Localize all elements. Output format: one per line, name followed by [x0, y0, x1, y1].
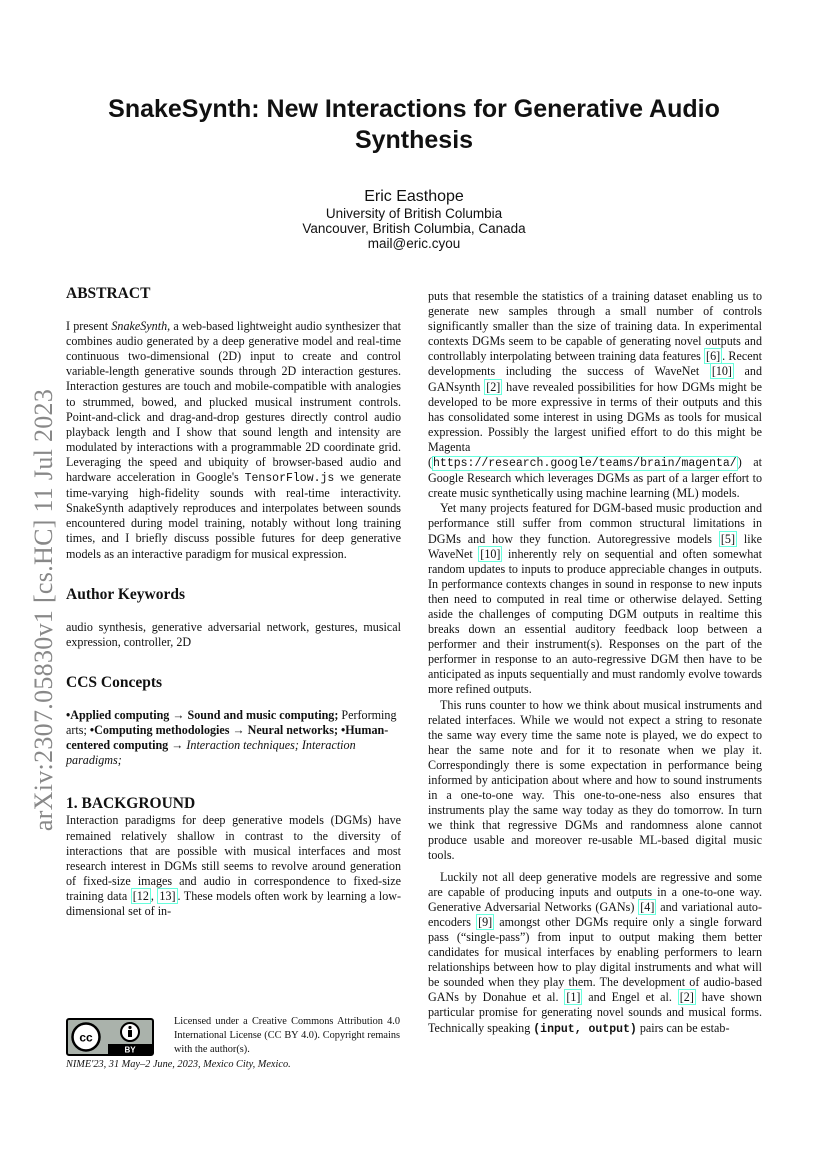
magenta-url-link[interactable]: https://research.google/teams/brain/magenta/ — [433, 457, 737, 471]
citation-link[interactable]: [1] — [566, 990, 581, 1005]
arxiv-stamp — [20, 370, 68, 850]
abstract-heading: ABSTRACT — [66, 285, 151, 302]
cc-by-label: BY — [124, 1045, 136, 1054]
background-heading: 1. BACKGROUND — [66, 795, 196, 813]
cc-by-badge[interactable] — [66, 1018, 154, 1056]
license-text: Licensed under a Creative Commons Attribution 4.0 International License (CC BY 4.0). Copyright remains with the author(s). — [174, 1016, 400, 1055]
paragraph: This runs counter to how we think about musical instruments and related interfaces. While we would not expect a string to resonate the same way every time the same note is played, we do expect to hear the same note and for it to resonate when we play it. Correspondingly there is some expectation in performance being informed by anticipation about where and how to sound instruments in a one-to-one way. This one-to-one-ness also ensures that instruments play the same way today as they do tomorrow. In turn we think that regressive DGMs and randomness alone cannot produce usable and moreover re-usable ML-based digital music tools. — [428, 697, 762, 863]
citation-link[interactable]: [12 — [132, 888, 149, 903]
background-body: Interaction paradigms for deep generative models (DGMs) have remained relatively shallow in contrast to the diversity of interactions that are possible with musical interfaces and most research interest in DGMs still seems to revolve around generation of fixed-size images and audio in correspondence to fixed-size training data [12 , 13] . These models often work by learning a low-dimensional set of in- — [66, 813, 402, 918]
paragraph: Luckily not all deep generative models are regressive and some are capable of producing inputs and outputs in a one-to-one way. Generative Adversarial Networks (GANs) [4] and variational auto-encoders [9] amongst other DGMs require only a single forward pass (“single-pass”) from input to output making them better candidates for musical interfaces by enabling performers to learn relationships between how to play digital instruments and what will be sounded when they play them. The development of audio-based GANs by Donahue et al. [1] and Engel et al. [2] have shown particular promise for generating novel sounds and musical forms. Technically speaking (input, output) pairs can be estab- — [428, 869, 763, 1036]
paragraph: Yet many projects featured for DGM-based music production and performance still suffer from common structural limitations in DGMs and how they function. Autoregressive models [5] like WaveNet [10] inherently rely on sequential and often somewhat random updates to inputs to produce appreciable changes in outputs. In performance contexts changes in sound in response to new inputs then need to computed in real time or otherwise delayed. Setting aside the challenges of computing DGM outputs in realtime this breaks down an essential auditory feedback loop between a performer and their instrument(s). Responses on the part of the performer in response to an auto-regressive DGM then have to be anticipated as inputs sequentially and must randomly evolve towards more refined outputs. — [428, 501, 762, 697]
svg-text:cc: cc — [79, 1030, 93, 1045]
citation-link[interactable]: [4] — [640, 899, 655, 914]
citation-link[interactable]: [10] — [480, 546, 501, 561]
author-email[interactable]: mail@eric.cyou — [367, 236, 461, 251]
citation-link[interactable]: [5] — [720, 531, 735, 546]
ccs-text: •Applied computing → Sound and music computing; Performing arts; •Computing methodologies → Neural networks; •Human-centered computing → Interaction techniques; Interaction paradigms; — [66, 707, 397, 768]
left-column — [66, 286, 401, 919]
keywords-text: audio synthesis, generative adversarial network, gestures, musical expression, controller, 2D — [66, 619, 401, 649]
citation-link[interactable]: [6] — [706, 349, 721, 364]
paragraph: puts that resemble the statistics of a training dataset enabling us to generate new samples through a small number of controls significantly smaller than the size of training data. In experimental contexts DGMs seem to be capable of generating novel outputs and controllably interpolating between training data features [6] . Recent developments including the success of WaveNet [10] and GANsynth [2] have revealed possibilities for how DGMs might be developed to be more expressive in terms of their outputs and this has consolidated some interest in using DGMs as tools for musical expression. Possibly the largest unified effort to do this might be Magenta (https://research.google/teams/brain/magenta/) at Google Research which leverages DGMs as part of a larger effort to create music synthetically using machine learning (ML) models. — [428, 289, 763, 501]
ccs-heading: CCS Concepts — [66, 673, 163, 691]
citation-link[interactable]: 13] — [159, 888, 176, 903]
author-location: Vancouver, British Columbia, Canada — [302, 221, 526, 236]
author-name: Eric Easthope — [364, 188, 464, 205]
citation-link[interactable]: [2] — [679, 990, 694, 1005]
citation-link[interactable]: [10] — [711, 364, 732, 379]
conference-info: NIME'23, 31 May–2 June, 2023, Mexico City, Mexico. — [66, 1059, 291, 1070]
paper-title: SnakeSynth: New Interactions for Generative Audio Synthesis — [108, 95, 720, 154]
keywords-heading: Author Keywords — [66, 585, 185, 603]
cc-logo-icon — [68, 1020, 152, 1054]
author-affiliation: University of British Columbia — [325, 206, 503, 221]
right-column — [428, 289, 762, 1037]
abstract-body: I present SnakeSynth, a web-based lightweight audio synthesizer that combines audio generated by a deep generative model and real-time continuous two-dimensional (2D) input to create and control variable-length generative sounds through 2D interaction gestures. Interaction gestures are touch and mobile-compatible with analogies to strummed, bowed, and plucked musical instrument controls. Point-and-click and drag-and-drop gestures directly control audio playback length and I show that sound length and intensity are modulated by interactions with a programmable 2D coordinate grid. Leveraging the speed and ubiquity of browser-based audio and hardware acceleration in Google's TensorFlow.js we generate time-varying high-fidelity sounds with real-time interactivity. SnakeSynth adaptively reproduces and interpolates between sounds encountered during model training, notably without long training times, and I briefly discuss possible futures for deep generative models as an interactive paradigm for musical expression. — [66, 319, 401, 561]
arxiv-id: arXiv:2307.05830v1 [cs.HC] 11 Jul 2023 — [29, 388, 58, 832]
citation-link[interactable]: [9] — [478, 914, 493, 929]
citation-link[interactable]: [2] — [486, 379, 501, 394]
